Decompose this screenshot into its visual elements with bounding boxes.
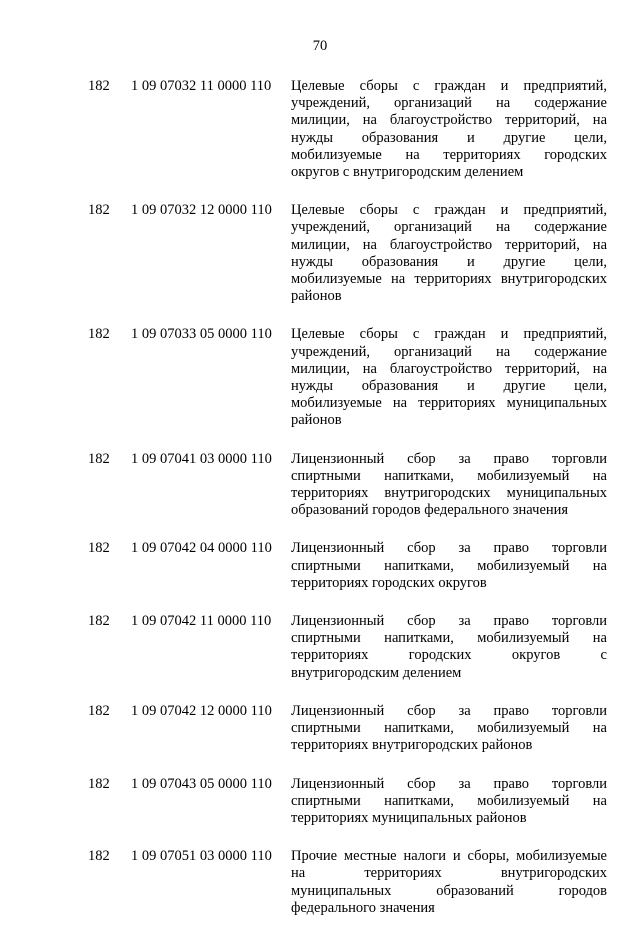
revenue-description [291,78,607,181]
description-line: Лицензионный сбор за право торговли [291,613,607,630]
table-row [0,776,640,828]
description-line: территориях внутригородских районов [291,737,533,754]
description-line: Лицензионный сбор за право торговли [291,450,607,467]
table-row [0,78,640,181]
description-line: Целевые сборы с граждан и предприятий, [291,202,607,219]
description-line: территориях городских округов с [291,647,607,664]
admin-code: 182 [88,450,110,467]
admin-code: 182 [88,78,110,94]
description-line: спиртными напитками, мобилизуемый на [291,630,607,647]
description-line: учреждений, организаций на содержание [291,95,607,112]
description-line: нужды образования и другие цели, [291,378,607,395]
table-row [0,326,640,429]
budget-classification-code: 1 09 07033 05 0000 110 [131,326,272,343]
admin-code: 182 [88,775,110,792]
description-line: федерального значения [291,899,435,916]
description-line: нужды образования и другие цели, [291,129,607,146]
revenue-description [291,776,607,828]
description-line: мобилизуемые на территориях внутригородских [291,271,607,288]
description-line: территориях муниципальных районов [291,809,527,826]
budget-classification-code: 1 09 07032 12 0000 110 [131,202,272,219]
description-line: спиртными напитками, мобилизуемый на [291,720,607,737]
revenue-description [291,326,607,429]
description-line: милиции, на благоустройство территорий, на [291,236,607,253]
description-line: внутригородским делением [291,664,462,681]
description-line: Лицензионный сбор за право торговли [291,540,607,557]
budget-classification-code: 1 09 07042 12 0000 110 [131,702,272,719]
budget-classification-code: 1 09 07051 03 0000 110 [131,848,272,865]
description-line: Лицензионный сбор за право торговли [291,775,607,792]
description-line: милиции, на благоустройство территорий, на [291,360,607,377]
description-line: спиртными напитками, мобилизуемый на [291,792,607,809]
revenue-description [291,540,607,592]
description-line: нужды образования и другие цели, [291,253,607,270]
description-line: округов с внутригородским делением [291,164,524,181]
description-line: мобилизуемые на территориях муниципальных [291,395,607,412]
description-line: районов [291,412,342,429]
revenue-description [291,613,607,682]
description-line: учреждений, организаций на содержание [291,219,607,236]
description-line: Целевые сборы с граждан и предприятий, [291,78,607,94]
budget-classification-code: 1 09 07041 03 0000 110 [131,450,272,467]
revenue-description [291,703,607,755]
description-line: районов [291,288,342,305]
admin-code: 182 [88,848,110,865]
description-line: спиртными напитками, мобилизуемый на [291,557,607,574]
page-number: 70 [312,38,328,54]
table-row [0,540,640,592]
description-line: Целевые сборы с граждан и предприятий, [291,326,607,343]
admin-code: 182 [88,326,110,343]
table-row [0,613,640,682]
table-row [0,202,640,305]
description-line: спиртными напитками, мобилизуемый на [291,467,607,484]
description-line: территориях внутригородских муниципальных [291,485,607,502]
admin-code: 182 [88,702,110,719]
revenue-description [291,848,607,917]
description-line: мобилизуемые на территориях городских [291,146,607,163]
description-line: милиции, на благоустройство территорий, на [291,112,607,129]
budget-classification-code: 1 09 07042 04 0000 110 [131,540,272,557]
table-row [0,451,640,520]
description-line: Прочие местные налоги и сборы, мобилизуемые [291,848,607,865]
admin-code: 182 [88,540,110,557]
description-line: муниципальных образований городов [291,882,607,899]
description-line: на территориях внутригородских [291,865,607,882]
revenue-description [291,202,607,305]
entries-table [0,78,640,938]
description-line: образований городов федерального значения [291,502,569,519]
table-row [0,703,640,755]
budget-classification-code: 1 09 07032 11 0000 110 [131,78,272,94]
budget-classification-code: 1 09 07043 05 0000 110 [131,775,272,792]
table-row [0,848,640,917]
budget-classification-code: 1 09 07042 11 0000 110 [131,613,272,630]
description-line: учреждений, организаций на содержание [291,343,607,360]
admin-code: 182 [88,613,110,630]
description-line: Лицензионный сбор за право торговли [291,702,607,719]
description-line: территориях городских округов [291,574,487,591]
admin-code: 182 [88,202,110,219]
revenue-description [291,451,607,520]
